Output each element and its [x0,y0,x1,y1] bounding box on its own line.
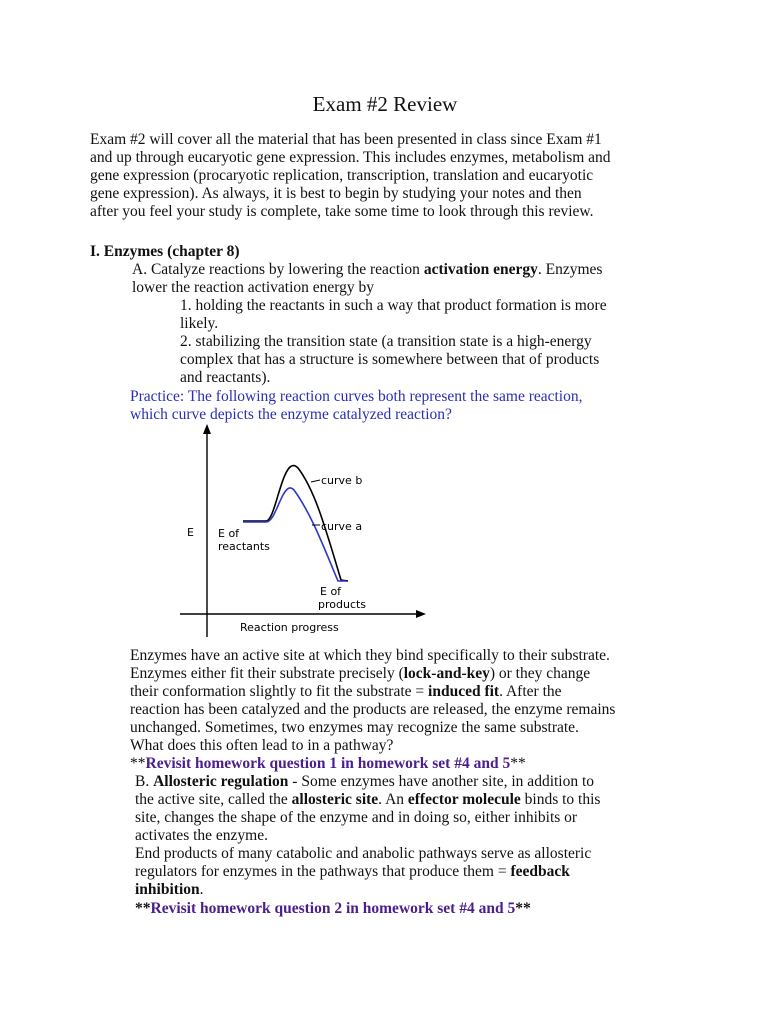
point-b-line-4: activates the enzyme. [135,827,268,844]
products-label-2: products [318,598,367,611]
text-span: ** [515,900,531,917]
bold-term-effector-molecule: effector molecule [407,791,521,808]
bold-term-activation-energy: activation energy [423,261,538,278]
enzyme-line-5: unchanged. Sometimes, two enzymes may recognize the same substrate. [130,719,579,736]
intro-paragraph [90,131,611,221]
text-span: Enzymes either fit their substrate precisely ( [130,665,404,682]
text-span: regulators for enzymes in the pathways that produce them = [135,863,511,880]
text-span: ** [135,900,151,917]
text-span: the active site, called the [135,791,292,808]
point-b-line-2 [135,791,600,809]
point-a-sub-1 [180,297,607,333]
text-span: their conformation slightly to fit the substrate = [130,683,429,700]
y-axis-arrow-icon [203,424,211,434]
text-span: - Some enzymes have another site, in addition to [288,773,595,790]
text-span: A. Catalyze reactions by lowering the reaction [132,261,424,278]
section-heading-enzymes: I. Enzymes (chapter 8) [90,243,240,260]
bold-term-lock-and-key: lock-and-key [403,665,490,682]
point-a-line-1 [132,261,602,279]
point-b-line-3: site, changes the shape of the enzyme and in doing so, either inhibits or [135,809,578,826]
text-span: ) or they change [489,665,591,682]
text-span: ** [510,755,526,772]
curve-a-line [243,488,346,581]
sub-line: 1. holding the reactants in such a way that product formation is more [180,297,607,314]
text-span: . After the [499,683,562,700]
point-a-sub-2 [180,333,599,387]
reactants-label-2: reactants [218,540,270,553]
enzyme-paragraph [130,647,615,755]
bold-term-inhibition: inhibition [135,881,200,898]
practice-line: which curve depicts the enzyme catalyzed reaction? [130,406,452,423]
enzyme-line-6: What does this often lead to in a pathway? [130,737,394,754]
curve-a-label: curve a [321,520,363,533]
bold-term-feedback: feedback [510,863,570,880]
revisit-text: Revisit homework question 2 in homework set #4 and 5 [150,900,516,917]
intro-line: Exam #2 will cover all the material that has been presented in class since Exam #1 [90,131,602,148]
reactants-label-1: E of [218,527,240,540]
text-span: ** [130,755,146,772]
enzyme-line-4: reaction has been catalyzed and the products are released, the enzyme remains [130,701,616,718]
intro-line: after you feel your study is complete, take some time to look through this review. [90,203,594,220]
bold-term-induced-fit: induced fit [428,683,500,700]
text-span: . [199,881,204,898]
revisit-homework-2 [135,900,531,918]
point-b-line-5: End products of many catabolic and anabolic pathways serve as allosteric [135,845,592,862]
reaction-energy-diagram [170,420,440,642]
point-b [135,773,600,899]
text-span: . An [378,791,408,808]
bold-term-allosteric-site: allosteric site [291,791,379,808]
products-label-1: E of [320,585,342,598]
practice-question [130,388,582,424]
x-axis-arrow-icon [416,610,426,618]
bold-term-allosteric-regulation: Allosteric regulation [153,773,289,790]
point-a [132,261,602,297]
point-b-line-7 [135,881,600,899]
text-span: binds to this [520,791,601,808]
sub-line: 2. stabilizing the transition state (a transition state is a high-energy [180,333,592,350]
point-b-line-6 [135,863,600,881]
curve-b-leader [311,480,320,482]
x-axis-label: Reaction progress [240,621,339,634]
enzyme-line-1: Enzymes have an active site at which they bind specifically to their substrate. [130,647,610,664]
sub-line: complex that has a structure is somewhere between that of products [180,351,600,368]
intro-line: gene expression). As always, it is best to begin by studying your notes and then [90,185,582,202]
point-a-line-2: lower the reaction activation energy by [132,279,375,296]
enzyme-line-2 [130,665,615,683]
practice-line: Practice: The following reaction curves both represent the same reaction, [130,388,583,405]
sub-line: and reactants). [180,369,271,386]
page-title: Exam #2 Review [312,92,458,116]
curve-b-label: curve b [321,474,363,487]
point-b-line-1 [135,773,600,791]
intro-line: and up through eucaryotic gene expression. This includes enzymes, metabolism and [90,149,611,166]
text-span: B. [135,773,154,790]
sub-line: likely. [180,315,219,332]
revisit-text: Revisit homework question 1 in homework set #4 and 5 [145,755,511,772]
enzyme-line-3 [130,683,615,701]
text-span: . Enzymes [537,261,603,278]
intro-line: gene expression (procaryotic replication, transcription, translation and eucaryotic [90,167,594,184]
y-axis-label: E [187,526,194,539]
revisit-homework-1 [130,755,526,773]
